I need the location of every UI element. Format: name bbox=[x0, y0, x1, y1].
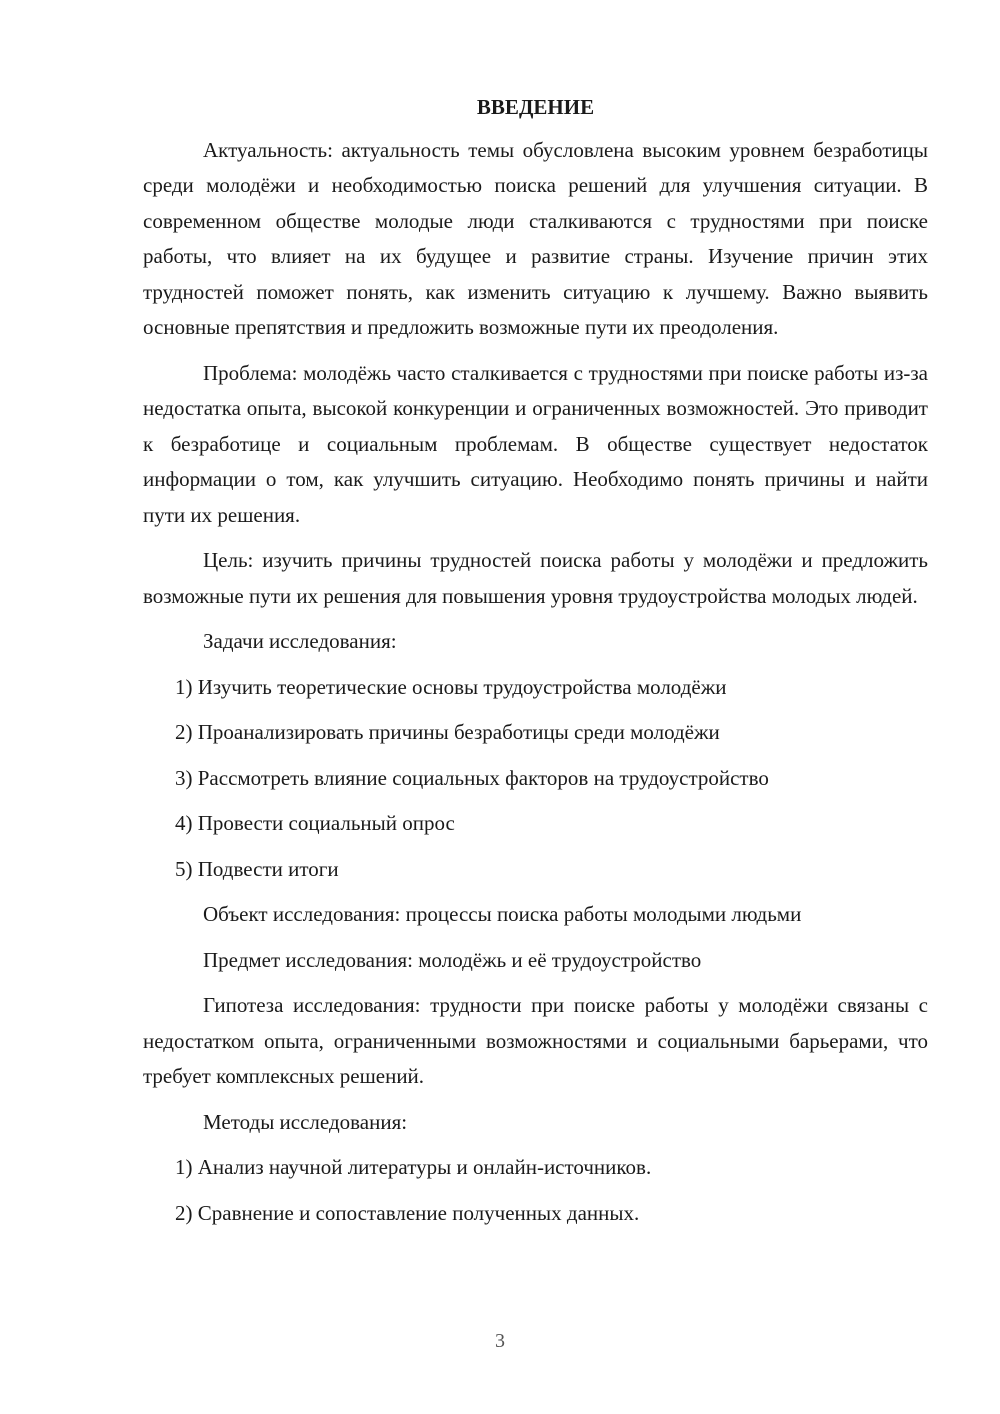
problem-paragraph: Проблема: молодёжь часто сталкивается с трудностями при поиске работы из-за недостатка опыта, высокой конкуренции и ограниченных возможностей. Это приводит к безработице и социальным проблемам. В обществе существует недостаток информации о том, как улучшить ситуацию. Необходимо понять причины и найти пути их решения. bbox=[143, 360, 928, 527]
object-line: Объект исследования: процессы поиска работы молодыми людьми bbox=[203, 902, 802, 926]
subject-line: Предмет исследования: молодёжь и её трудоустройство bbox=[203, 947, 702, 972]
hypothesis-paragraph: Гипотеза исследования: трудности при поиске работы у молодёжи связаны с недостатком опыта, ограниченными возможностями и социальными барьерами, что требует комплексных решений. bbox=[143, 993, 928, 1088]
methods-heading: Методы исследования: bbox=[203, 1109, 408, 1134]
task-item: 4) Провести социальный опрос bbox=[175, 811, 455, 835]
method-item: 2) Сравнение и сопоставление полученных данных. bbox=[175, 1200, 640, 1225]
method-item: 1) Анализ научной литературы и онлайн-источников. bbox=[175, 1155, 652, 1179]
relevance-paragraph: Актуальность: актуальность темы обусловлена высоким уровнем безработицы среди молодёжи и необходимостью поиска решений для улучшения ситуации. В современном обществе молодые люди сталкиваются с трудностями при поиске работы, что влияет на их будущее и развитие страны. Изучение причин этих трудностей поможет понять, как изменить ситуацию к лучшему. Важно выявить основные препятствия и предложить возможные пути их преодоления. bbox=[143, 137, 928, 339]
page-content bbox=[143, 90, 928, 1241]
page-number: 3 bbox=[495, 1330, 505, 1352]
task-item: 3) Рассмотреть влияние социальных факторов на трудоустройство bbox=[175, 765, 769, 790]
task-item: 2) Проанализировать причины безработицы среди молодёжи bbox=[175, 720, 720, 744]
task-item: 1) Изучить теоретические основы трудоустройства молодёжи bbox=[175, 674, 727, 699]
page-title: ВВЕДЕНИЕ bbox=[476, 95, 595, 119]
goal-paragraph: Цель: изучить причины трудностей поиска работы у молодёжи и предложить возможные пути их решения для повышения уровня трудоустройства молодых людей. bbox=[143, 548, 928, 608]
tasks-heading: Задачи исследования: bbox=[203, 629, 397, 653]
task-item: 5) Подвести итоги bbox=[175, 856, 339, 881]
